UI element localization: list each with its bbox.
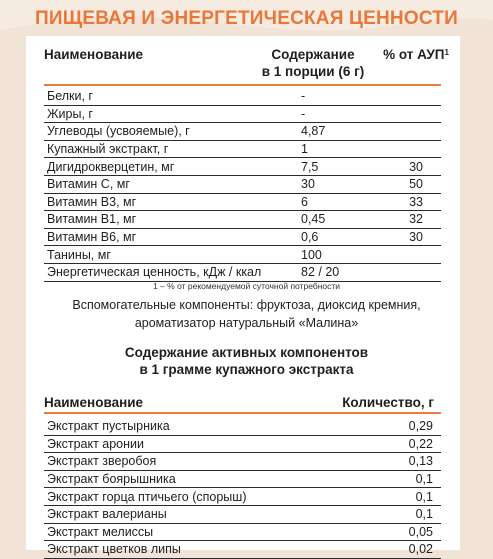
extract-name: Экстракт боярышника <box>44 470 353 488</box>
nutrient-name: Белки, г <box>44 88 279 105</box>
table-row <box>44 88 441 105</box>
table-row <box>44 541 441 559</box>
nutrient-rdi: 32 <box>361 211 441 229</box>
table-row <box>44 470 441 488</box>
table-row <box>44 228 441 246</box>
nutrient-name: Танины, мг <box>44 246 279 264</box>
extract-qty: 0,05 <box>353 523 441 541</box>
table-row <box>44 418 441 435</box>
extract-qty: 0,1 <box>353 488 441 506</box>
nutrient-name: Витамин С, мг <box>44 175 279 193</box>
nutrition-header-name: Наименование <box>44 47 144 62</box>
extract-header-divider <box>44 412 441 414</box>
nutrient-rdi <box>361 140 441 158</box>
table-row <box>44 123 441 141</box>
table-row <box>44 211 441 229</box>
nutrient-rdi <box>361 88 441 105</box>
extract-name: Экстракт цветков липы <box>44 541 353 559</box>
extract-qty: 0,1 <box>353 470 441 488</box>
table-row <box>44 263 441 281</box>
nutrient-rdi <box>361 263 441 281</box>
table-row <box>44 193 441 211</box>
extract-name: Экстракт горца птичьего (спорыш) <box>44 488 353 506</box>
nutrient-name: Дигидрокверцетин, мг <box>44 158 279 176</box>
table-row <box>44 435 441 453</box>
nutrient-rdi: 50 <box>361 175 441 193</box>
extract-name: Экстракт мелиссы <box>44 523 353 541</box>
nutrient-name: Витамин В6, мг <box>44 228 279 246</box>
table-row <box>44 453 441 471</box>
nutrition-header-rdi: % от АУП$^1$ <box>383 47 449 62</box>
table-row <box>44 105 441 123</box>
extract-qty: 0,29 <box>353 418 441 435</box>
nutrient-rdi <box>361 105 441 123</box>
nutrient-value: - <box>279 105 361 123</box>
extract-qty: 0,1 <box>353 505 441 523</box>
table-row <box>44 158 441 176</box>
nutrient-value: 30 <box>279 175 361 193</box>
extract-header-name: Наименование <box>44 395 144 410</box>
nutrient-rdi: 30 <box>361 228 441 246</box>
nutrition-card <box>26 36 460 340</box>
extract-qty: 0,02 <box>353 541 441 559</box>
nutrient-value: - <box>279 88 361 105</box>
table-row <box>44 246 441 264</box>
nutrition-table <box>44 88 441 282</box>
extract-qty: 0,13 <box>353 453 441 471</box>
nutrient-value: 4,87 <box>279 123 361 141</box>
nutrient-name: Энергетическая ценность, кДж / ккал <box>44 263 279 281</box>
nutrient-name: Жиры, г <box>44 105 279 123</box>
extract-name: Экстракт пустырника <box>44 418 353 435</box>
auxiliary-components: Вспомогательные компоненты: фруктоза, диоксид кремния, ароматизатор натуральный «Малина» <box>72 298 421 330</box>
nutrient-value: 0,6 <box>279 228 361 246</box>
extract-name: Экстракт аронии <box>44 435 353 453</box>
extract-qty: 0,22 <box>353 435 441 453</box>
table-row <box>44 175 441 193</box>
table-row <box>44 523 441 541</box>
nutrient-rdi <box>361 246 441 264</box>
extract-name: Экстракт зверобоя <box>44 453 353 471</box>
nutrient-value: 6 <box>279 193 361 211</box>
extract-table <box>44 418 441 559</box>
nutrient-value: 100 <box>279 246 361 264</box>
nutrient-name: Витамин В3, мг <box>44 193 279 211</box>
nutrient-value: 0,45 <box>279 211 361 229</box>
nutrient-name: Углеводы (усвояемые), г <box>44 123 279 141</box>
header-divider <box>44 84 441 86</box>
nutrient-rdi <box>361 123 441 141</box>
table-row <box>44 505 441 523</box>
nutrition-header-content: Содержание в 1 порции (6 г) <box>261 47 365 79</box>
extract-name: Экстракт валерианы <box>44 505 353 523</box>
extract-title: Содержание активных компонентов в 1 грамме купажного экстракта <box>124 345 369 377</box>
page-title: ПИЩЕВАЯ И ЭНЕРГЕТИЧЕСКАЯ ЦЕННОСТИ <box>35 8 458 29</box>
nutrient-value: 1 <box>279 140 361 158</box>
extract-header-qty: Количество, г <box>342 395 434 410</box>
nutrient-name: Купажный экстракт, г <box>44 140 279 158</box>
table-row <box>44 488 441 506</box>
nutrient-rdi: 33 <box>361 193 441 211</box>
table-row <box>44 140 441 158</box>
nutrient-name: Витамин В1, мг <box>44 211 279 229</box>
nutrient-value: 7,5 <box>279 158 361 176</box>
rdi-footnote: 1 – % от рекомендуемой суточной потребности <box>152 281 341 291</box>
nutrient-rdi: 30 <box>361 158 441 176</box>
nutrient-value: 82 / 20 <box>279 263 361 281</box>
